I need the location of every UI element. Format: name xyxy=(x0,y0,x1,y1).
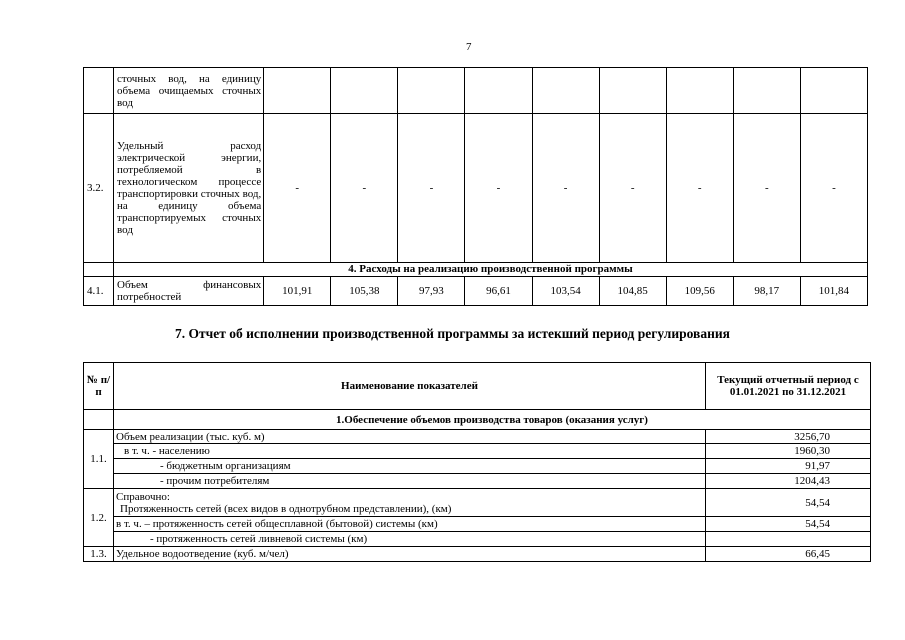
indicator-value: 3256,70 xyxy=(706,430,871,444)
table-row xyxy=(84,444,871,459)
indicator-name: Удельный расход электрической энергии, потребляемой в технологическом процессе транспортировки сточных вод, на единицу объема транспортируемых сточных вод xyxy=(114,114,264,263)
cell-value xyxy=(800,68,867,114)
cell-value: 109,56 xyxy=(666,277,733,306)
table-row xyxy=(84,68,868,114)
cell-value: - xyxy=(599,114,666,263)
indicator-name: - бюджетным организациям xyxy=(114,459,706,474)
indicator-subline: Протяженность сетей (всех видов в однотрубном представлении), (км) xyxy=(120,502,452,515)
row-number: 1.2. xyxy=(84,489,114,547)
cell-value: - xyxy=(532,114,599,263)
indicator-value: 1204,43 xyxy=(706,474,871,489)
cell-value: - xyxy=(666,114,733,263)
indicator-name: - протяженность сетей ливневой системы (км) xyxy=(114,532,706,547)
cell-value: 104,85 xyxy=(599,277,666,306)
column-header-name: Наименование показателей xyxy=(114,363,706,410)
indicator-name: Объем реализации (тыс. куб. м) xyxy=(114,430,706,444)
indicator-value: 54,54 xyxy=(706,517,871,532)
indicator-value: 66,45 xyxy=(706,547,871,562)
cell-value xyxy=(532,68,599,114)
table-row xyxy=(84,459,871,474)
table-row xyxy=(84,547,871,562)
cell-value xyxy=(465,68,532,114)
cell-value: 101,84 xyxy=(800,277,867,306)
indicator-value: 1960,30 xyxy=(706,444,871,459)
cell-value: 103,54 xyxy=(532,277,599,306)
column-header-period: Текущий отчетный период с 01.01.2021 по 31.12.2021 xyxy=(706,363,871,410)
indicator-value xyxy=(706,532,871,547)
row-number: 1.1. xyxy=(84,430,114,489)
cell-value xyxy=(599,68,666,114)
cell-value xyxy=(264,68,331,114)
column-header-number: № п/п xyxy=(84,363,114,410)
section-title: 1.Обеспечение объемов производства товаров (оказания услуг) xyxy=(114,410,871,430)
cell-value: - xyxy=(331,114,398,263)
table-row xyxy=(84,489,871,517)
cell-value xyxy=(331,68,398,114)
report-heading: 7. Отчет об исполнении производственной программы за истекший период регулирования xyxy=(175,326,730,341)
section-row xyxy=(84,410,871,430)
cell-value: 105,38 xyxy=(331,277,398,306)
empty-cell xyxy=(84,263,114,277)
section-title: 4. Расходы на реализацию производственной программы xyxy=(114,263,868,277)
table-row xyxy=(84,114,868,263)
page-number: 7 xyxy=(466,41,472,53)
empty-cell xyxy=(84,410,114,430)
indicator-name xyxy=(114,489,706,517)
row-number: 4.1. xyxy=(84,277,114,306)
indicator-name: в т. ч. - населению xyxy=(114,444,706,459)
indicator-value: 91,97 xyxy=(706,459,871,474)
cell-value: - xyxy=(733,114,800,263)
reference-label: Справочно: xyxy=(116,490,170,503)
table-row xyxy=(84,474,871,489)
cell-value: 98,17 xyxy=(733,277,800,306)
indicator-name: сточных вод, на единицу объема очищаемых сточных вод xyxy=(114,68,264,114)
cell-value: 101,91 xyxy=(264,277,331,306)
program-report-table xyxy=(83,362,871,562)
header-row xyxy=(84,363,871,410)
indicator-name: Объем финансовых потребностей xyxy=(114,277,264,306)
indicator-name: Удельное водоотведение (куб. м/чел) xyxy=(114,547,706,562)
cell-value: 96,61 xyxy=(465,277,532,306)
table-row xyxy=(84,277,868,306)
cell-value xyxy=(398,68,465,114)
indicator-name: в т. ч. – протяженность сетей общесплавной (бытовой) системы (км) xyxy=(114,517,706,532)
cell-value: - xyxy=(398,114,465,263)
table-row xyxy=(84,532,871,547)
table-row xyxy=(84,517,871,532)
cell-value xyxy=(733,68,800,114)
row-number: 3.2. xyxy=(84,114,114,263)
indicator-name: - прочим потребителям xyxy=(114,474,706,489)
cell-value: - xyxy=(264,114,331,263)
cell-value: - xyxy=(465,114,532,263)
program-indicators-table xyxy=(83,67,868,306)
cell-value xyxy=(666,68,733,114)
table-row xyxy=(84,430,871,444)
section-row xyxy=(84,263,868,277)
cell-value: - xyxy=(800,114,867,263)
cell-value: 97,93 xyxy=(398,277,465,306)
indicator-value: 54,54 xyxy=(706,489,871,517)
row-number: 1.3. xyxy=(84,547,114,562)
row-number xyxy=(84,68,114,114)
